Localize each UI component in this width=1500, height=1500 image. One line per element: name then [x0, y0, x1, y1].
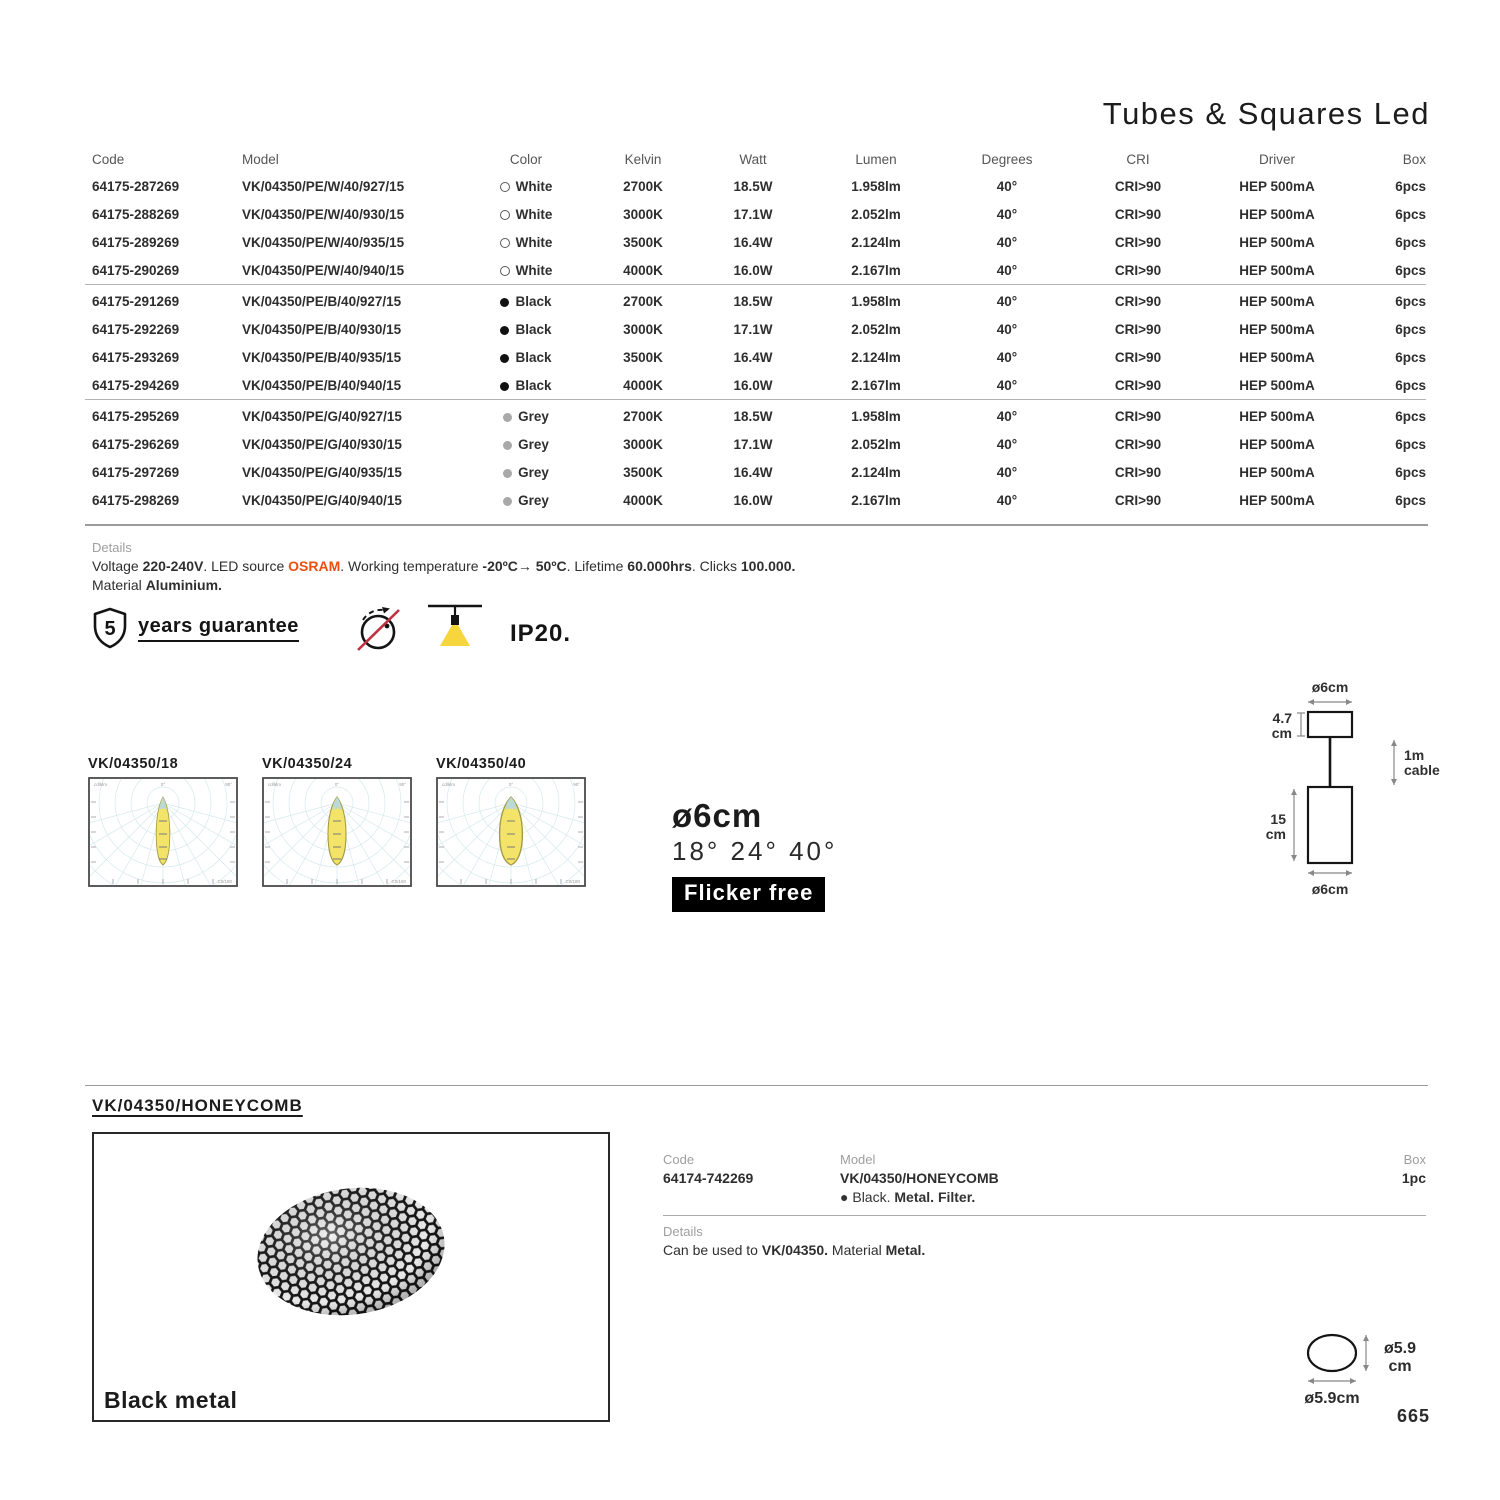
flicker-free-badge: Flicker free: [672, 877, 825, 912]
svg-text:0°: 0°: [334, 782, 340, 787]
svg-text:C0/180: C0/180: [217, 879, 232, 884]
svg-text:C0/180: C0/180: [391, 879, 406, 884]
table-row: [92, 256, 1426, 284]
cell-color: Black: [460, 322, 592, 337]
color-dot-black: [500, 382, 509, 391]
cell-watt: 17.1W: [733, 436, 773, 452]
cell-degrees: 40°: [996, 293, 1018, 309]
cell-code: 64175-298269: [92, 492, 180, 508]
details-block: [92, 538, 795, 595]
cell-degrees: 40°: [996, 206, 1018, 222]
cell-box: 6pcs: [1395, 349, 1426, 365]
cell-watt: 16.0W: [733, 492, 773, 508]
cell-kelvin: 4000K: [623, 377, 663, 393]
cell-model: VK/04350/PE/G/40/930/15: [242, 436, 402, 452]
cell-model: VK/04350/PE/B/40/927/15: [242, 293, 402, 309]
product-table: [92, 146, 1426, 514]
cell-cri: CRI>90: [1114, 408, 1162, 424]
svg-text:cd/klm: cd/klm: [268, 782, 282, 787]
product-table-body: [92, 172, 1426, 514]
cell-color: White: [460, 207, 592, 222]
specs-block: [672, 797, 837, 912]
cell-degrees: 40°: [996, 349, 1018, 365]
cell-code: 64175-297269: [92, 464, 180, 480]
cell-code: 64175-294269: [92, 377, 180, 393]
cell-kelvin: 3000K: [623, 206, 663, 222]
honeycomb-box-label: Box: [1403, 1152, 1426, 1167]
cell-driver: HEP 500mA: [1239, 464, 1315, 480]
filter-diameter-bottom: ø5.9cm: [1304, 1390, 1360, 1407]
canopy-height-value: 4.7: [1272, 710, 1292, 726]
cell-box: 6pcs: [1395, 408, 1426, 424]
honeycomb-model-label: Model: [840, 1152, 876, 1167]
cell-color: Grey: [460, 493, 592, 508]
honeycomb-image-frame: [92, 1132, 610, 1422]
cell-kelvin: 2700K: [623, 408, 663, 424]
details-line-1: Voltage 220-240V. LED source OSRAM. Working temperature -20ºC→ 50ºC. Lifetime 60.000hrs. Clicks 100.000.: [92, 558, 796, 574]
color-dot-white: [500, 210, 510, 220]
honeycomb-model-value: VK/04350/HONEYCOMB: [840, 1170, 999, 1186]
cell-color: Black: [460, 350, 592, 365]
honeycomb-code-value: 64174-742269: [663, 1170, 754, 1186]
cell-model: VK/04350/PE/B/40/940/15: [242, 377, 402, 393]
cell-driver: HEP 500mA: [1239, 262, 1315, 278]
column-header: Model: [242, 151, 279, 167]
cell-code: 64175-292269: [92, 321, 180, 337]
color-dot-grey: [503, 441, 512, 450]
column-header: Box: [1402, 151, 1426, 167]
table-header-row: [92, 146, 1426, 172]
table-row: [92, 430, 1426, 458]
cell-box: 6pcs: [1395, 293, 1426, 309]
cell-cri: CRI>90: [1114, 492, 1162, 508]
cell-model: VK/04350/PE/G/40/940/15: [242, 492, 402, 508]
cell-driver: HEP 500mA: [1239, 321, 1315, 337]
ip-rating-label: IP20.: [510, 620, 572, 647]
cable-length-value: 1m: [1404, 747, 1425, 763]
cell-kelvin: 3500K: [623, 234, 663, 250]
no-dimmer-icon: [350, 600, 406, 661]
cell-driver: HEP 500mA: [1239, 436, 1315, 452]
cell-code: 64175-289269: [92, 234, 180, 250]
cell-kelvin: 2700K: [623, 178, 663, 194]
photometric-diagram: [436, 777, 586, 887]
details-line-2: Material Aluminium.: [92, 577, 222, 593]
cell-lumen: 2.167lm: [851, 377, 901, 393]
honeycomb-variant: ● Black. Metal. Filter.: [840, 1189, 976, 1205]
cell-lumen: 1.958lm: [851, 408, 901, 424]
table-row: [92, 458, 1426, 486]
shield-5-icon: [90, 606, 130, 655]
filter-diameter-right-value: ø5.9: [1383, 1340, 1417, 1357]
table-row: [92, 371, 1426, 399]
cell-lumen: 2.052lm: [851, 436, 901, 452]
cell-driver: HEP 500mA: [1239, 234, 1315, 250]
svg-text:cd/klm: cd/klm: [94, 782, 108, 787]
cell-box: 6pcs: [1395, 436, 1426, 452]
cell-model: VK/04350/PE/W/40/940/15: [242, 262, 405, 278]
cell-watt: 16.0W: [733, 377, 773, 393]
cell-kelvin: 3000K: [623, 436, 663, 452]
page-title: Tubes & Squares Led: [1102, 96, 1430, 131]
table-row: [92, 200, 1426, 228]
photometry-label: VK/04350/24: [262, 756, 353, 772]
guarantee-label: years guarantee: [138, 615, 299, 642]
cell-watt: 16.4W: [733, 464, 773, 480]
beam-angles-spec: 18° 24° 40°: [672, 836, 838, 866]
pendant-bottom-diameter: ø6cm: [1311, 881, 1349, 897]
cell-driver: HEP 500mA: [1239, 349, 1315, 365]
photometry-item: [436, 756, 586, 892]
cell-code: 64175-290269: [92, 262, 180, 278]
table-row: [92, 287, 1426, 315]
cell-degrees: 40°: [996, 262, 1018, 278]
cell-watt: 18.5W: [733, 408, 773, 424]
cell-model: VK/04350/PE/W/40/935/15: [242, 234, 405, 250]
cell-lumen: 2.124lm: [851, 349, 901, 365]
cell-driver: HEP 500mA: [1239, 178, 1315, 194]
cell-driver: HEP 500mA: [1239, 492, 1315, 508]
cell-color: White: [460, 263, 592, 278]
cell-kelvin: 4000K: [623, 262, 663, 278]
cell-cri: CRI>90: [1114, 206, 1162, 222]
cell-lumen: 2.052lm: [851, 321, 901, 337]
color-dot-black: [500, 354, 509, 363]
cell-watt: 17.1W: [733, 321, 773, 337]
honeycomb-details-label: Details: [663, 1224, 703, 1239]
cell-cri: CRI>90: [1114, 377, 1162, 393]
section-divider: [85, 1085, 1428, 1086]
cell-box: 6pcs: [1395, 464, 1426, 480]
svg-text:C0/180: C0/180: [565, 879, 580, 884]
cell-box: 6pcs: [1395, 321, 1426, 337]
color-dot-white: [500, 266, 510, 276]
cell-watt: 18.5W: [733, 293, 773, 309]
cell-cri: CRI>90: [1114, 262, 1162, 278]
table-row: [92, 486, 1426, 514]
cell-degrees: 40°: [996, 436, 1018, 452]
diameter-spec: ø6cm: [672, 797, 763, 834]
cell-color: Black: [460, 294, 592, 309]
body-height-value: 15: [1270, 811, 1286, 827]
cell-code: 64175-288269: [92, 206, 180, 222]
cell-cri: CRI>90: [1114, 293, 1162, 309]
cell-cri: CRI>90: [1114, 436, 1162, 452]
column-header: Degrees: [981, 151, 1033, 167]
photometry-label: VK/04350/18: [88, 756, 179, 772]
cell-cri: CRI>90: [1114, 349, 1162, 365]
table-row: [92, 228, 1426, 256]
cell-degrees: 40°: [996, 464, 1018, 480]
table-row: [92, 343, 1426, 371]
cell-box: 6pcs: [1395, 206, 1426, 222]
honeycomb-heading: VK/04350/HONEYCOMB: [92, 1096, 303, 1115]
cell-lumen: 2.167lm: [851, 262, 901, 278]
honeycomb-info-divider: [663, 1215, 1426, 1258]
color-dot-black: [500, 298, 509, 307]
photometry-row: [88, 756, 610, 892]
cell-watt: 16.0W: [733, 262, 773, 278]
cell-degrees: 40°: [996, 408, 1018, 424]
pendant-lamp-icon: [426, 598, 484, 659]
cell-color: Grey: [460, 465, 592, 480]
svg-text:cd/klm: cd/klm: [442, 782, 456, 787]
cell-color: Grey: [460, 409, 592, 424]
column-header: Lumen: [855, 151, 897, 167]
svg-text:90°: 90°: [225, 782, 232, 787]
honeycomb-info-block: [663, 1152, 1426, 1258]
svg-text:0°: 0°: [160, 782, 166, 787]
cell-color: White: [460, 179, 592, 194]
cell-degrees: 40°: [996, 492, 1018, 508]
details-label: Details: [92, 540, 132, 555]
svg-text:90°: 90°: [399, 782, 406, 787]
table-row: [92, 172, 1426, 200]
cell-driver: HEP 500mA: [1239, 293, 1315, 309]
photometry-item: [262, 756, 412, 892]
cell-watt: 16.4W: [733, 349, 773, 365]
honeycomb-box-value: 1pc: [1401, 1170, 1426, 1186]
cell-kelvin: 3500K: [623, 349, 663, 365]
cell-driver: HEP 500mA: [1239, 408, 1315, 424]
color-dot-white: [500, 182, 510, 192]
table-row: [92, 315, 1426, 343]
color-dot-grey: [503, 413, 512, 422]
table-bottom-divider: [85, 524, 1428, 526]
cell-cri: CRI>90: [1114, 178, 1162, 194]
cell-model: VK/04350/PE/W/40/930/15: [242, 206, 405, 222]
photometry-label: VK/04350/40: [436, 756, 527, 772]
column-header: Kelvin: [624, 151, 662, 167]
honeycomb-caption: Black metal: [104, 1387, 238, 1413]
cell-watt: 16.4W: [733, 234, 773, 250]
honeycomb-details-line: Can be used to VK/04350. Material Metal.: [663, 1242, 926, 1258]
cell-lumen: 2.124lm: [851, 464, 901, 480]
cable-length-unit: cable: [1404, 762, 1440, 778]
cell-watt: 17.1W: [733, 206, 773, 222]
cell-lumen: 2.167lm: [851, 492, 901, 508]
cell-model: VK/04350/PE/G/40/935/15: [242, 464, 402, 480]
cell-model: VK/04350/PE/G/40/927/15: [242, 408, 402, 424]
cell-kelvin: 4000K: [623, 492, 663, 508]
cell-color: Grey: [460, 437, 592, 452]
cell-degrees: 40°: [996, 178, 1018, 194]
cell-driver: HEP 500mA: [1239, 206, 1315, 222]
cell-color: Black: [460, 378, 592, 393]
shield-number: 5: [104, 618, 116, 640]
cell-cri: CRI>90: [1114, 234, 1162, 250]
cell-code: 64175-291269: [92, 293, 180, 309]
cell-code: 64175-295269: [92, 408, 180, 424]
cell-kelvin: 3500K: [623, 464, 663, 480]
svg-text:90°: 90°: [573, 782, 580, 787]
canopy-height-unit: cm: [1271, 725, 1292, 741]
column-header: Watt: [739, 151, 767, 167]
color-dot-grey: [503, 469, 512, 478]
cell-degrees: 40°: [996, 234, 1018, 250]
cell-code: 64175-296269: [92, 436, 180, 452]
cell-kelvin: 3000K: [623, 321, 663, 337]
cell-box: 6pcs: [1395, 492, 1426, 508]
cell-box: 6pcs: [1395, 178, 1426, 194]
cell-lumen: 2.124lm: [851, 234, 901, 250]
cell-code: 64175-293269: [92, 349, 180, 365]
table-row: [92, 402, 1426, 430]
cell-box: 6pcs: [1395, 234, 1426, 250]
pendant-top-diameter: ø6cm: [1311, 679, 1349, 695]
body-height-unit: cm: [1265, 826, 1286, 842]
filter-diameter-right-unit: cm: [1388, 1358, 1412, 1375]
honeycomb-filter-image: [236, 1168, 466, 1341]
photometric-diagram: [262, 777, 412, 887]
column-header: Color: [509, 151, 543, 167]
cell-watt: 18.5W: [733, 178, 773, 194]
color-dot-grey: [503, 497, 512, 506]
color-dot-black: [500, 326, 509, 335]
photometry-item: [88, 756, 238, 892]
cell-model: VK/04350/PE/W/40/927/15: [242, 178, 405, 194]
cell-lumen: 2.052lm: [851, 206, 901, 222]
column-header: Driver: [1259, 151, 1295, 167]
cell-color: White: [460, 235, 592, 250]
cell-cri: CRI>90: [1114, 321, 1162, 337]
cell-degrees: 40°: [996, 377, 1018, 393]
cell-lumen: 1.958lm: [851, 293, 901, 309]
cell-lumen: 1.958lm: [851, 178, 901, 194]
honeycomb-code-label: Code: [663, 1152, 695, 1167]
cell-model: VK/04350/PE/B/40/930/15: [242, 321, 402, 337]
pendant-dimension-drawing: [1242, 672, 1442, 909]
cell-driver: HEP 500mA: [1239, 377, 1315, 393]
cell-cri: CRI>90: [1114, 464, 1162, 480]
color-dot-white: [500, 238, 510, 248]
column-header: Code: [92, 151, 125, 167]
page-number: 665: [1396, 1406, 1430, 1426]
photometric-diagram: [88, 777, 238, 887]
cell-degrees: 40°: [996, 321, 1018, 337]
cell-code: 64175-287269: [92, 178, 180, 194]
cell-kelvin: 2700K: [623, 293, 663, 309]
cell-model: VK/04350/PE/B/40/935/15: [242, 349, 402, 365]
cell-box: 6pcs: [1395, 377, 1426, 393]
svg-text:0°: 0°: [508, 782, 514, 787]
cell-box: 6pcs: [1395, 262, 1426, 278]
column-header: CRI: [1126, 151, 1150, 167]
